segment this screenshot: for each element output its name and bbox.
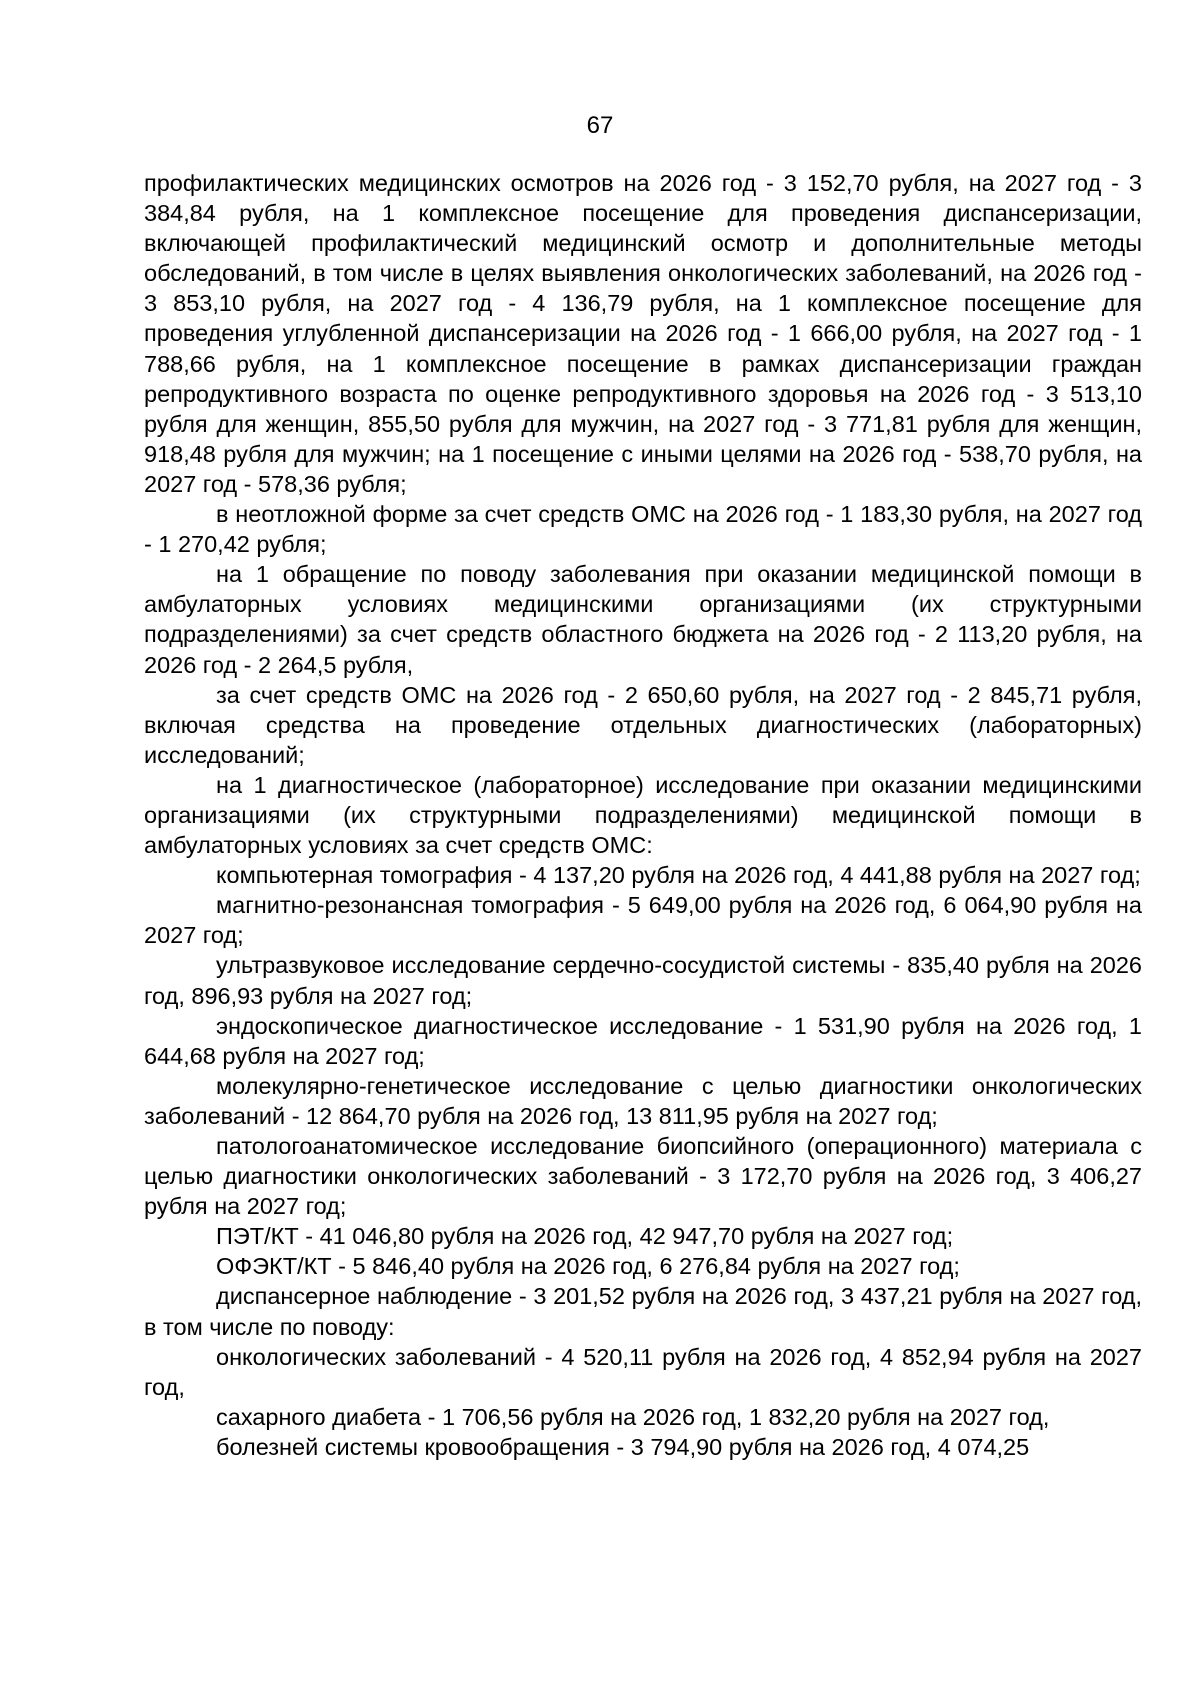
- page-number: 67: [586, 112, 614, 139]
- paragraph-preventive-exams: профилактических медицинских осмотров на 2026 год - 3 152,70 рубля, на 2027 год - 3 384,84 рубля, на 1 комплексное посещение для проведения диспансеризации, включающей профилактический медицинский осмотр и дополнительные методы обследований, в том числе в целях выявления онкологических заболеваний, на 2026 год - 3 853,10 рубля, на 2027 год - 4 136,79 рубля, на 1 комплексное посещение для проведения углубленной диспансеризации на 2026 год - 1 666,00 рубля, на 2027 год - 1 788,66 рубля, на 1 комплексное посещение в рамках диспансеризации граждан репродуктивного возраста по оценке репродуктивного здоровья на 2026 год - 3 513,10 рубля для женщин, 855,50 рубля для мужчин, на 2027 год - 3 771,81 рубля для женщин, 918,48 рубля для мужчин; на 1 посещение с иными целями на 2026 год - 538,70 рубля, на 2027 год - 578,36 рубля;: [144, 170, 1142, 497]
- paragraph-pet-ct: ПЭТ/КТ - 41 046,80 рубля на 2026 год, 42 947,70 рубля на 2027 год;: [216, 1223, 954, 1250]
- paragraph-endoscopy: эндоскопическое диагностическое исследование - 1 531,90 рубля на 2026 год, 1 644,68 рубля на 2027 год;: [144, 1012, 1142, 1069]
- paragraph-mri: магнитно-резонансная томография - 5 649,00 рубля на 2026 год, 6 064,90 рубля на 2027 год;: [144, 892, 1142, 949]
- paragraph-spect-ct: ОФЭКТ/КТ - 5 846,40 рубля на 2026 год, 6 276,84 рубля на 2027 год;: [216, 1253, 960, 1280]
- paragraph-molecular-genetic: молекулярно-генетическое исследование с целью диагностики онкологических заболеваний - 12 864,70 рубля на 2026 год, 13 811,95 рубля на 2027 год;: [144, 1072, 1142, 1129]
- paragraph-cardio-ultrasound: ультразвуковое исследование сердечно-сосудистой системы - 835,40 рубля на 2026 год, 896,93 рубля на 2027 год;: [144, 952, 1142, 1009]
- paragraph-computed-tomography: компьютерная томография - 4 137,20 рубля на 2026 год, 4 441,88 рубля на 2027 год;: [216, 862, 1141, 889]
- paragraph-circulatory: болезней системы кровообращения - 3 794,90 рубля на 2026 год, 4 074,25: [216, 1433, 1030, 1460]
- paragraph-diagnostic-study: на 1 диагностическое (лабораторное) исследование при оказании медицинскими организациями (их структурными подразделениями) медицинской помощи в амбулаторных условиях за счет средств ОМС:: [144, 771, 1142, 859]
- paragraph-urgent-care: в неотложной форме за счет средств ОМС на 2026 год - 1 183,30 рубля, на 2027 год - 1 270,42 рубля;: [144, 501, 1142, 558]
- paragraph-disease-visit-oms: за счет средств ОМС на 2026 год - 2 650,60 рубля, на 2027 год - 2 845,71 рубля, включая средства на проведение отдельных диагностических (лабораторных) исследований;: [144, 681, 1142, 768]
- paragraph-dispensary-observation: диспансерное наблюдение - 3 201,52 рубля на 2026 год, 3 437,21 рубля на 2027 год, в том числе по поводу:: [144, 1283, 1142, 1340]
- paragraph-diabetes: сахарного диабета - 1 706,56 рубля на 2026 год, 1 832,20 рубля на 2027 год,: [216, 1403, 1050, 1430]
- document-body: [144, 168, 1142, 1462]
- paragraph-disease-visit-regional-budget: на 1 обращение по поводу заболевания при оказании медицинской помощи в амбулаторных условиях медицинскими организациями (их структурными подразделениями) за счет средств областного бюджета на 2026 год - 2 113,20 рубля, на 2026 год - 2 264,5 рубля,: [144, 561, 1142, 678]
- paragraph-oncology: онкологических заболеваний - 4 520,11 рубля на 2026 год, 4 852,94 рубля на 2027 год,: [144, 1343, 1142, 1400]
- paragraph-pathology: патологоанатомическое исследование биопсийного (операционного) материала с целью диагностики онкологических заболеваний - 3 172,70 рубля на 2026 год, 3 406,27 рубля на 2027 год;: [144, 1133, 1142, 1220]
